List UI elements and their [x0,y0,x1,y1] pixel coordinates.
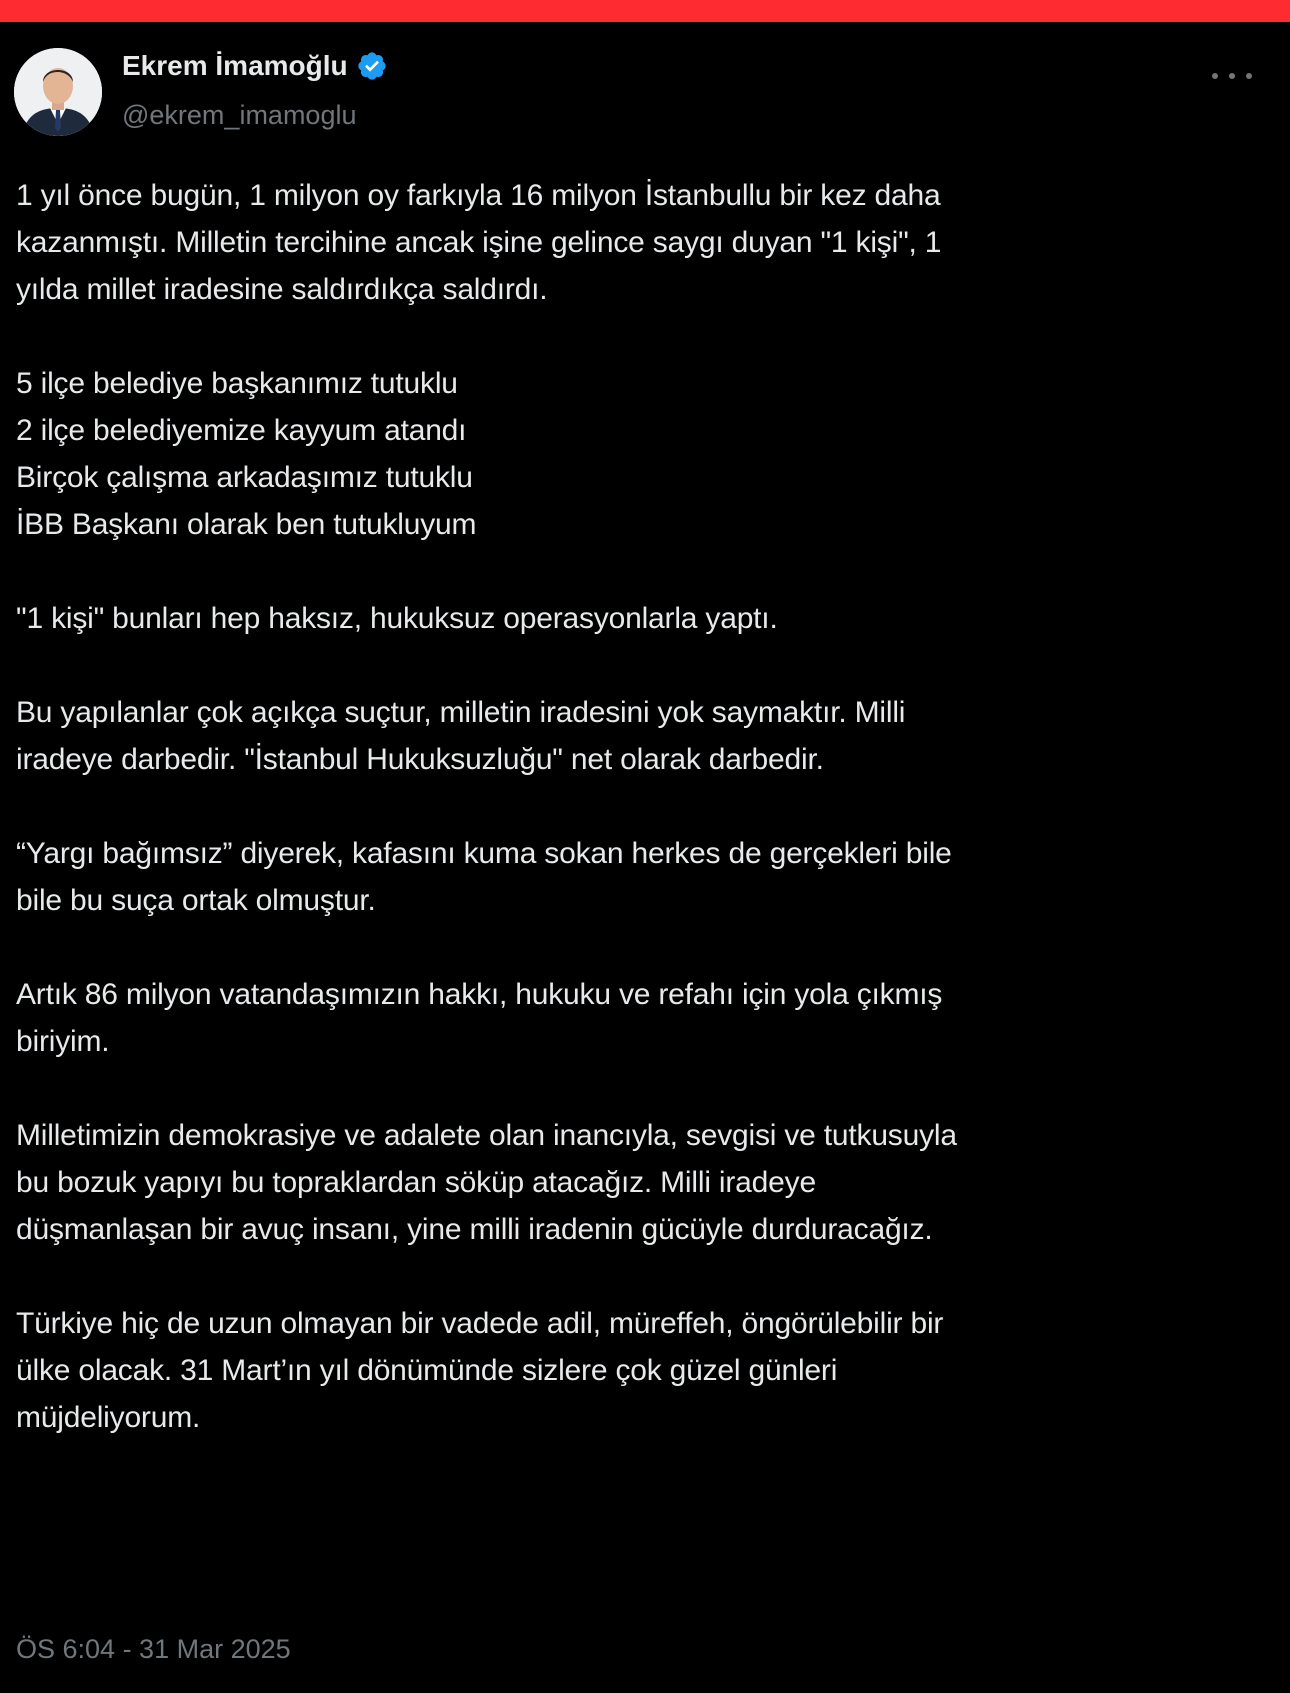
tweet-line: bile bu suça ortak olmuştur. [16,884,376,917]
tweet-text [16,172,1256,1441]
tweet-line: 5 ilçe belediye başkanımız tutuklu [16,367,458,400]
author-display-name[interactable] [122,50,388,82]
author-handle[interactable]: @ekrem_imamoglu [122,100,357,130]
tweet-paragraph [16,360,1256,548]
tweet-line: İBB Başkanı olarak ben tutukluyum [16,508,477,541]
more-horizontal-icon [1246,73,1252,79]
tweet-line: Milletimizin demokrasiye ve adalete olan inancıyla, sevgisi ve tutkusuyla [16,1119,957,1152]
tweet-paragraph [16,971,1256,1065]
tweet-line: düşmanlaşan bir avuç insanı, yine milli iradenin gücüyle durduracağız. [16,1213,933,1246]
more-horizontal-icon [1229,73,1235,79]
tweet-line: yılda millet iradesine saldırdıkça saldırdı. [16,273,548,306]
tweet-paragraph [16,1300,1256,1441]
tweet-line: iradeye darbedir. "İstanbul Hukuksuzluğu" net olarak darbedir. [16,743,824,776]
tweet-line: Birçok çalışma arkadaşımız tutuklu [16,461,473,494]
tweet-line: 1 yıl önce bugün, 1 milyon oy farkıyla 16 milyon İstanbullu bir kez daha [16,179,941,212]
tweet-line: Artık 86 milyon vatandaşımızın hakkı, hukuku ve refahı için yola çıkmış [16,978,943,1011]
tweet-paragraph [16,830,1256,924]
tweet-paragraph [16,1112,1256,1253]
tweet-paragraph [16,595,1256,642]
tweet-line: Türkiye hiç de uzun olmayan bir vadede adil, müreffeh, öngörülebilir bir [16,1307,944,1340]
top-red-bar [0,0,1290,22]
tweet-line: biriyim. [16,1025,110,1058]
tweet-line: bu bozuk yapıyı bu topraklardan söküp atacağız. Milli iradeye [16,1166,816,1199]
tweet-line: 2 ilçe belediyemize kayyum atandı [16,414,467,447]
tweet-line: müjdeliyorum. [16,1401,201,1434]
tweet-paragraph [16,689,1256,783]
tweet-line: "1 kişi" bunları hep haksız, hukuksuz operasyonlarla yaptı. [16,602,778,635]
more-options-button[interactable] [1212,66,1252,86]
more-horizontal-icon [1212,73,1218,79]
tweet-timestamp[interactable]: ÖS 6:04 - 31 Mar 2025 [16,1634,291,1664]
verified-badge-icon [356,50,388,82]
tweet-line: ülke olacak. 31 Mart’ın yıl dönümünde sizlere çok güzel günleri [16,1354,838,1387]
tweet [0,22,1290,1693]
tweet-paragraph [16,172,1256,313]
tweet-line: Bu yapılanlar çok açıkça suçtur, milletin iradesini yok saymaktır. Milli [16,696,906,729]
avatar[interactable] [14,48,102,136]
author-name-text: Ekrem İmamoğlu [122,50,348,81]
tweet-line: kazanmıştı. Milletin tercihine ancak işine gelince saygı duyan "1 kişi", 1 [16,226,942,259]
avatar-image [14,48,102,136]
tweet-line: “Yargı bağımsız” diyerek, kafasını kuma sokan herkes de gerçekleri bile [16,837,952,870]
